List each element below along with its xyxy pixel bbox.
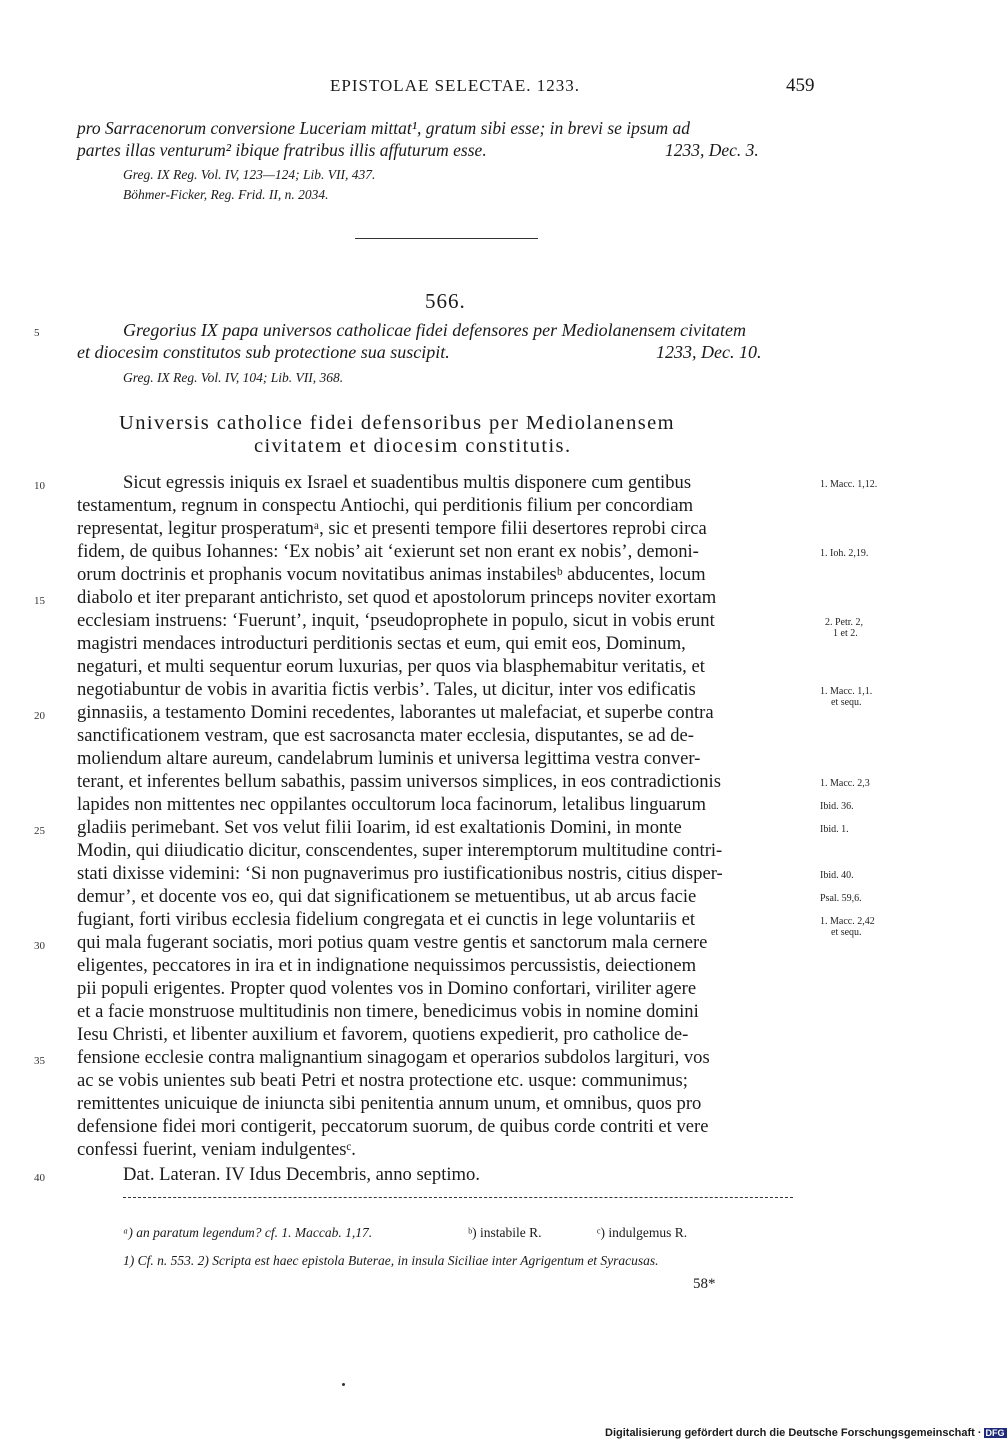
section-divider	[355, 238, 538, 239]
text-line: orum doctrinis et prophanis vocum novitatibus animas instabilesᵇ abducentes, locum	[77, 564, 706, 585]
margin-ref: 1. Macc. 1,12.	[820, 479, 878, 490]
regest-date: 1233, Dec. 10.	[656, 342, 762, 362]
text-line: Sicut egressis iniquis ex Israel et suadentibus multis disponere cum gentibus	[123, 472, 692, 493]
text-line: Modin, qui diiudicatio dicitur, conscendentes, super interemptorum multitudine contri-	[77, 840, 723, 861]
margin-ref: et sequ.	[831, 927, 862, 938]
prev-regest-date: 1233, Dec. 3.	[665, 140, 759, 160]
line-number: 25	[34, 825, 45, 837]
margin-ref: 1 et 2.	[833, 628, 858, 639]
funding-notice	[605, 1427, 1007, 1439]
sheet-signature: 58*	[693, 1276, 716, 1292]
text-line: ginnasiis, a testamento Domini recedentes, laborantes ut malefaciat, et superbe contra	[77, 702, 714, 723]
dfg-logo: DFG	[985, 1428, 1005, 1439]
margin-ref: 1. Macc. 2,3	[820, 778, 870, 789]
text-line: negotiabuntur de vobis in avaritia fictis verbis’. Tales, ut dicitur, inter vos edificatis	[77, 679, 696, 700]
text-line: diabolo et iter preparant antichristo, set quod et apostolorum princeps noviter exortam	[77, 587, 717, 608]
address-line-2: civitatem et diocesim constitutis.	[254, 435, 572, 457]
regest-line-2: et diocesim constitutos sub protectione sua suscipit.	[77, 342, 450, 362]
footnote-a: ᵃ) an paratum legendum? cf. 1. Maccab. 1,17.	[123, 1225, 373, 1240]
margin-ref: 1. Macc. 2,42	[820, 916, 875, 927]
text-line: confessi fuerint, veniam indulgentesᶜ.	[77, 1139, 356, 1160]
dating-clause: Dat. Lateran. IV Idus Decembris, anno septimo.	[123, 1164, 480, 1185]
line-number: 35	[34, 1055, 45, 1067]
text-line: fugiant, forti viribus ecclesia fidelium congregata et ei cunctis in lege voluntariis et	[77, 909, 696, 930]
text-line: lapides non mittentes nec oppilantes occultorum loca facinorum, letalibus linguarum	[77, 794, 706, 815]
prev-regest-line-1: pro Sarracenorum conversione Luceriam mittat¹, gratum sibi esse; in brevi se ipsum ad	[77, 118, 690, 138]
footnote-rule	[123, 1197, 793, 1198]
margin-ref: 2. Petr. 2,	[825, 617, 864, 628]
document-number: 566.	[425, 289, 466, 313]
margin-ref: 1. Macc. 1,1.	[820, 686, 873, 697]
text-line: eligentes, peccatores in ira et in indignatione nequissimos percussistis, deiectionem	[77, 955, 697, 976]
footnote-c: ᶜ) indulgemus R.	[597, 1225, 688, 1240]
line-number: 5	[34, 327, 40, 339]
line-number: 20	[34, 710, 45, 722]
margin-ref: Ibid. 36.	[820, 801, 854, 812]
text-line: et a facie monstruose multitudinis non timere, benedicimus vobis in nomine domini	[77, 1001, 699, 1022]
margin-ref: et sequ.	[831, 697, 862, 708]
regest-line-1: Gregorius IX papa universos catholicae fidei defensores per Mediolanensem civitatem	[123, 320, 747, 340]
scan-speck	[342, 1383, 345, 1386]
text-line: pii populi erigentes. Propter quod volentes vos in Domino confortari, viriliter agere	[77, 978, 697, 999]
text-line: moliendum altare aureum, candelabrum luminis et universa legittima vestra conver-	[77, 748, 701, 769]
line-number: 15	[34, 595, 45, 607]
text-line: testamentum, regnum in conspectu Antiochi, qui perditionis filium per concordiam	[77, 495, 694, 516]
text-line: fensione ecclesie contra malignantium sinagogam et operarios subdolos largituri, vos	[77, 1047, 710, 1068]
page-number: 459	[786, 75, 815, 96]
funding-text: Digitalisierung gefördert durch die Deutsche Forschungsgemeinschaft ·	[605, 1427, 982, 1439]
prev-boehmer-ref: Böhmer-Ficker, Reg. Frid. II, n. 2034.	[123, 187, 329, 202]
register-ref: Greg. IX Reg. Vol. IV, 104; Lib. VII, 368.	[123, 370, 344, 385]
text-line: ecclesiam instruens: ‘Fuerunt’, inquit, ‘pseudoprophete in populo, sicut in vobis erunt	[77, 610, 715, 631]
prev-register-ref: Greg. IX Reg. Vol. IV, 123—124; Lib. VII, 437.	[123, 167, 376, 182]
margin-ref: Ibid. 1.	[820, 824, 849, 835]
text-line: qui mala fugerant sociatis, mori potius quam vestre gentis et sanctorum mala cernere	[77, 932, 708, 953]
line-number: 40	[34, 1172, 45, 1184]
footnote-b: ᵇ) instabile R.	[468, 1225, 542, 1240]
text-line: defensione fidei mori contigerit, peccatorum suorum, de quibus corde contriti et vere	[77, 1116, 709, 1137]
margin-ref: Psal. 59,6.	[820, 893, 862, 904]
text-line: sanctificationem vestram, que est sacrosancta mater ecclesia, disputantes, se ad de-	[77, 725, 694, 746]
line-number: 30	[34, 940, 45, 952]
margin-ref: 1. Ioh. 2,19.	[820, 548, 869, 559]
text-line: stati dixisse videmini: ‘Si non pugnaverimus pro iustificationibus nostris, citius disper-	[77, 863, 723, 884]
text-line: magistri mendaces introducturi perditionis sectas et eum, qui emit eos, Dominum,	[77, 633, 686, 654]
source-footnotes: 1) Cf. n. 553. 2) Scripta est haec epistola Buterae, in insula Siciliae inter Agrigentum et Syracusas.	[123, 1253, 659, 1268]
running-title: EPISTOLAE SELECTAE. 1233.	[330, 76, 580, 95]
text-line: representat, legitur prosperatumᵃ, sic et presenti tempore filii desertores reprobi circa	[77, 518, 707, 539]
prev-regest-line-2: partes illas venturum² ibique fratribus illis affuturum esse.	[77, 140, 487, 160]
text-line: demur’, et docente vos eo, qui dat significationem se metuentibus, ut ab arcus facie	[77, 886, 697, 907]
text-line: negaturi, et multi sequentur eorum luxurias, per quos via blasphemabitur veritatis, et	[77, 656, 705, 677]
text-line: remittentes unicuique de iniuncta sibi penitentia annum unum, et omnibus, quos pro	[77, 1093, 702, 1114]
text-line: ac se vobis unientes sub beati Petri et nostra protectione etc. usque: communimus;	[77, 1070, 688, 1091]
address-line-1: Universis catholice fidei defensoribus per Mediolanensem	[119, 412, 676, 434]
line-number: 10	[34, 480, 45, 492]
text-line: fidem, de quibus Iohannes: ‘Ex nobis’ ait ‘exierunt set non erant ex nobis’, demoni-	[77, 541, 699, 562]
text-line: gladiis perimebant. Set vos velut filii Ioarim, id est exaltationis Domini, in monte	[77, 817, 682, 838]
margin-ref: Ibid. 40.	[820, 870, 854, 881]
text-line: Iesu Christi, et libenter auxilium et favorem, quotiens expedierit, pro catholice de-	[77, 1024, 689, 1045]
text-line: terant, et inferentes bellum sabathis, passim universos simplices, in eos contradictionis	[77, 771, 721, 792]
